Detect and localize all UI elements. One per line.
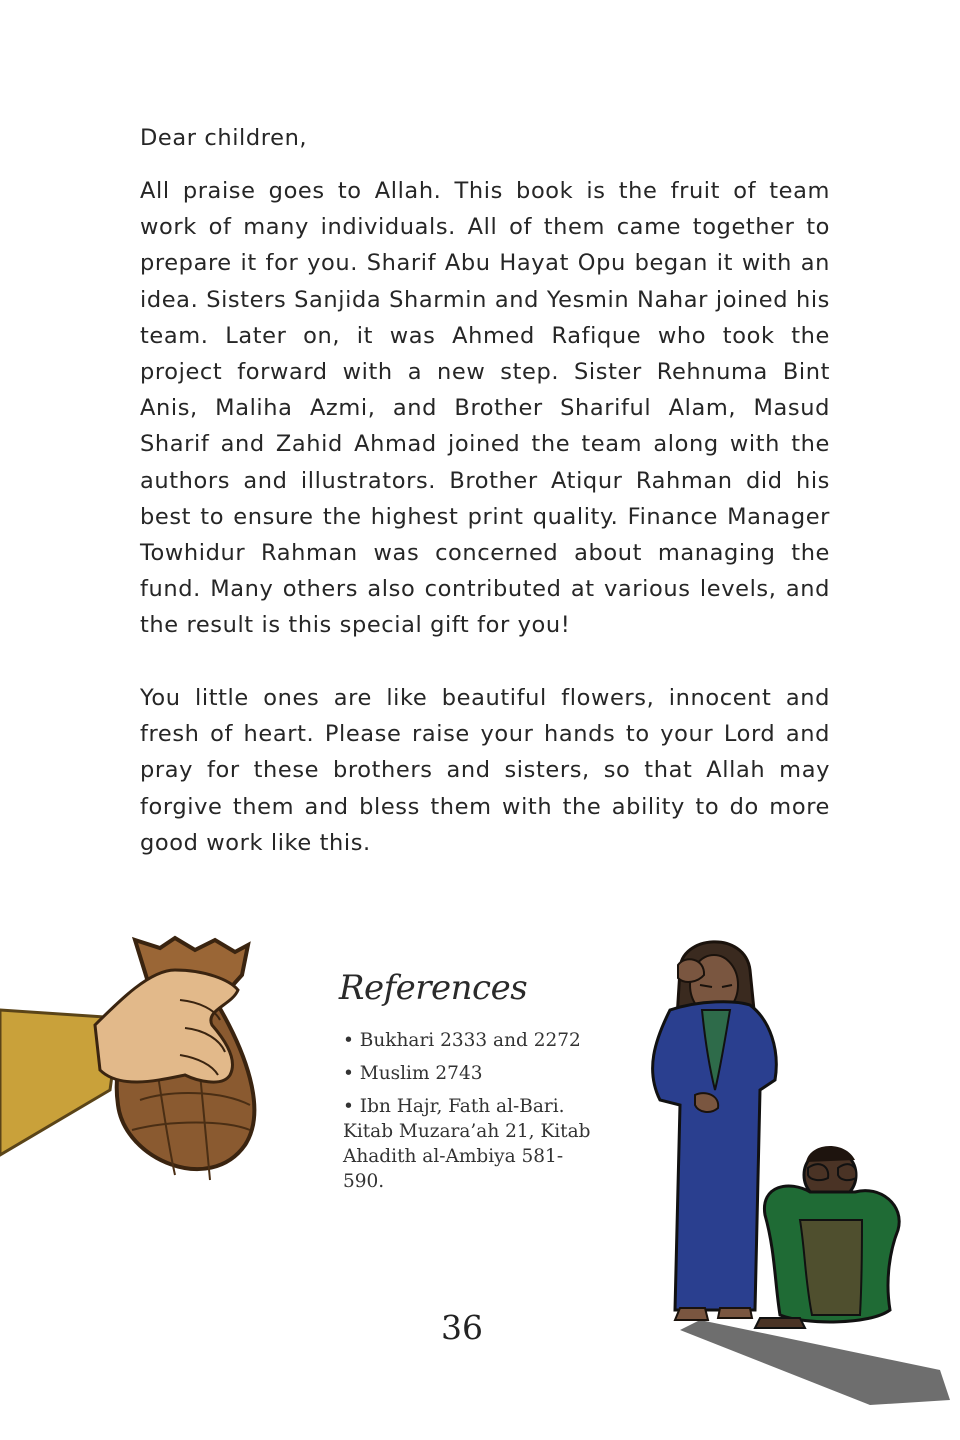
reference-item: • Bukhari 2333 and 2272 (343, 1030, 581, 1051)
paragraph-prayer-request: You little ones are like beautiful flowers, innocent and fresh of heart. Please raise your hands to your Lord and pray for these brothers and sisters, so that Allah may forgive them and bless them with the ability to do more good work like this. (140, 685, 830, 856)
reference-item: • Ibn Hajr, Fath al-Bari. Kitab Muzara’ah 21, Kitab Ahadith al-Ambiya 581-590. (343, 1096, 591, 1192)
references-title: References (338, 968, 528, 1008)
reference-item: • Muslim 2743 (343, 1063, 483, 1084)
hand-holding-sack-illustration (0, 930, 270, 1200)
greeting: Dear children, (140, 125, 308, 151)
paragraph-acknowledgements: All praise goes to Allah. This book is the fruit of team work of many individuals. All of them came together to prepare it for you. Sharif Abu Hayat Opu began it with an idea. Sisters Sanjida Sharmin and Yesmin Nahar joined his team. Later on, it was Ahmed Rafique who took the project forward with a new step. Sister Rehnuma Bint Anis, Maliha Azmi, and Brother Shariful Alam, Masud Sharif and Zahid Ahmad joined the team along with the authors and illustrators. Brother Atiqur Rahman did his best to ensure the highest print quality. Finance Manager Towhidur Rahman was concerned about managing the fund. Many others also contributed at various levels, and the result is this special gift for you! (140, 178, 830, 639)
page-number: 36 (441, 1308, 483, 1347)
references-section (338, 968, 593, 1202)
